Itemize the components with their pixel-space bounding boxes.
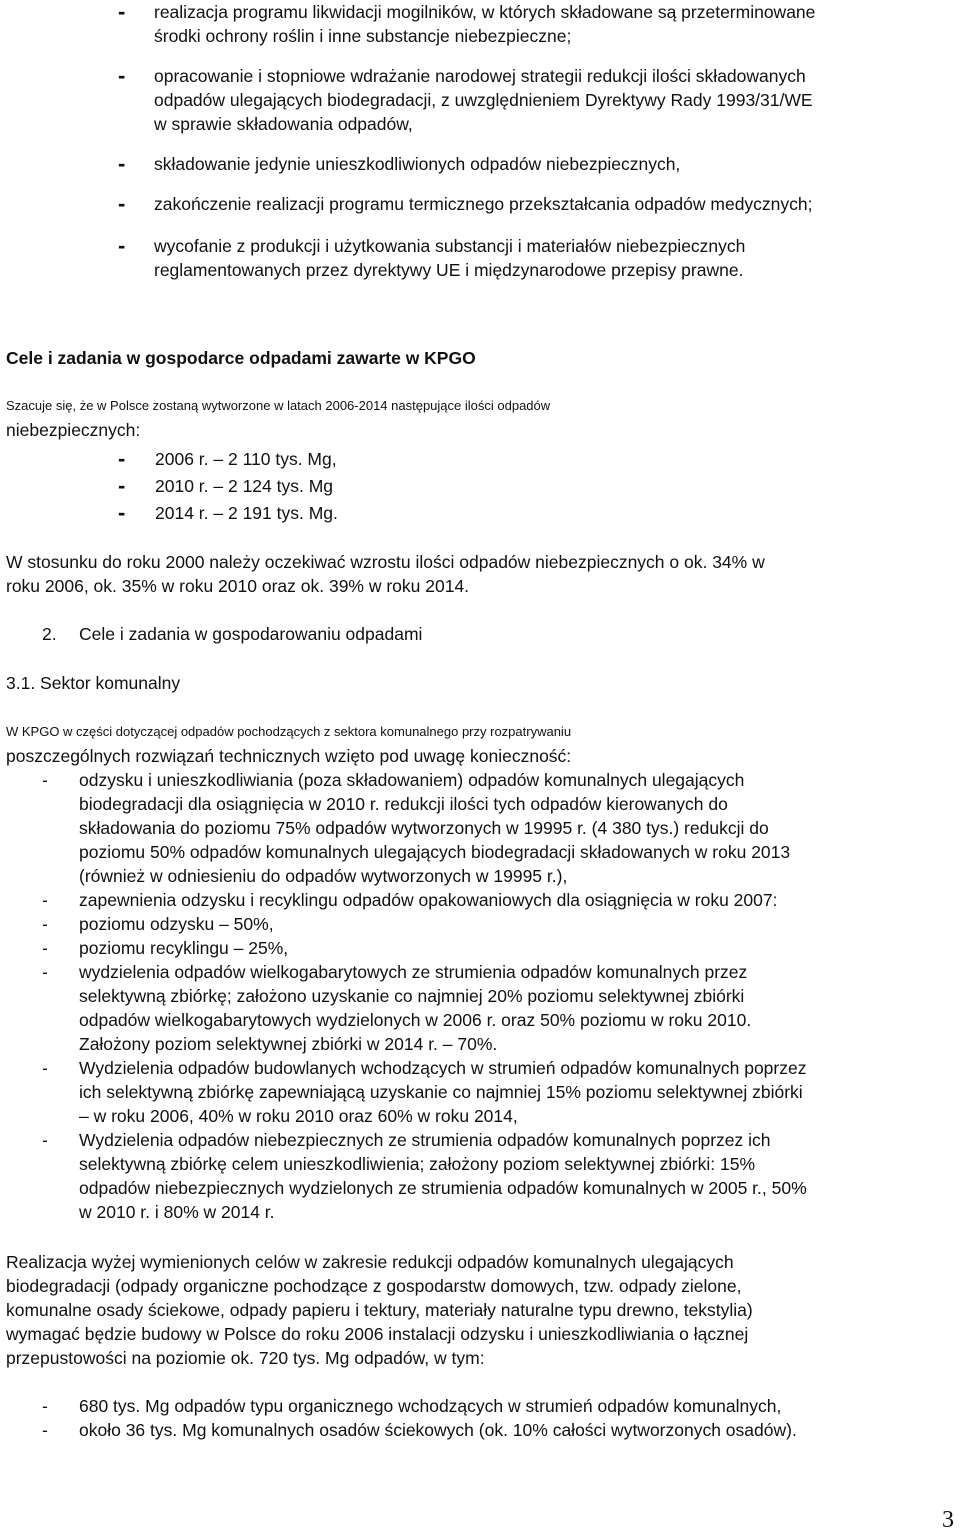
- estimate-item: 2006 r. – 2 110 tys. Mg,: [155, 449, 337, 469]
- list-item-line: selektywną zbiórkę celem unieszkodliwienia; założony poziom selektywnej zbiórki: 15%: [79, 1154, 756, 1174]
- list-item-line: realizacja programu likwidacji mogilników, w których składowane są przeterminowane: [154, 2, 816, 22]
- justified-text: wycofanie z produkcji i użytkowania substancji i materiałów niebezpiecznych: [154, 236, 746, 256]
- estimate-item: 2014 r. – 2 191 tys. Mg.: [155, 503, 338, 523]
- list-dash: -: [42, 1396, 48, 1416]
- list-item-line: [154, 234, 955, 258]
- list-item-line: Wydzielenia odpadów niebezpiecznych ze strumienia odpadów komunalnych poprzez ich: [79, 1130, 771, 1150]
- list-item-line: składowanie jedynie unieszkodliwionych odpadów niebezpiecznych,: [154, 154, 681, 174]
- list-dash: -: [118, 446, 126, 471]
- list-item-line: Wydzielenia odpadów budowlanych wchodzących w strumień odpadów komunalnych poprzez: [79, 1058, 807, 1078]
- list-item-line: biodegradacji dla osiągnięcia w 2010 r. redukcji ilości tych odpadów kierowanych do: [79, 794, 728, 814]
- subheading-text: Cele i zadania w gospodarowaniu odpadami: [79, 624, 423, 644]
- subheading-number: 2.: [42, 624, 57, 644]
- estimate-intro-line-2: niebezpiecznych:: [6, 420, 141, 440]
- list-dash: -: [42, 770, 48, 790]
- list-dash: -: [118, 233, 126, 258]
- list-item-line: (również w odniesieniu do odpadów wytworzonych w 19995 r.),: [79, 866, 568, 886]
- list-dash: -: [42, 962, 48, 982]
- list-item-line: reglamentowanych przez dyrektywy UE i międzynarodowe przepisy prawne.: [154, 260, 744, 280]
- list-item-line: odpadów niebezpiecznych wydzielonych ze strumienia odpadów komunalnych w 2005 r., 50%: [79, 1178, 807, 1198]
- estimate-item: 2010 r. – 2 124 tys. Mg: [155, 476, 334, 496]
- list-dash: -: [118, 0, 126, 24]
- list-item-line: poziomu 50% odpadów komunalnych ulegających biodegradacji składowanych w roku 2013: [79, 842, 791, 862]
- final-list-item: 680 tys. Mg odpadów typu organicznego wchodzących w strumień odpadów komunalnych,: [79, 1396, 782, 1416]
- list-item-line: – w roku 2006, 40% w roku 2010 oraz 60% w roku 2014,: [79, 1106, 518, 1126]
- list-item-line: odpadów wielkogabarytowych wydzielonych w 2006 r. oraz 50% poziomu w roku 2010.: [79, 1010, 752, 1030]
- list-item-line: składowania do poziomu 75% odpadów wytworzonych w 19995 r. (4 380 tys.) redukcji do: [79, 818, 769, 838]
- list-dash: -: [42, 890, 48, 910]
- list-item-line: poziomu recyklingu – 25%,: [79, 938, 289, 958]
- section-heading: Cele i zadania w gospodarce odpadami zawarte w KPGO: [6, 348, 476, 368]
- realization-line: komunalne osady ściekowe, odpady papieru i tektury, materiały naturalne typu drewno, tekstylia): [6, 1300, 753, 1320]
- justified-text: W KPGO w części dotyczącej odpadów pochodzących z sektora komunalnego przy rozpatrywaniu: [6, 724, 572, 739]
- list-dash: -: [118, 191, 126, 216]
- list-dash: -: [42, 914, 48, 934]
- list-dash: -: [42, 1058, 48, 1078]
- realization-line: Realizacja wyżej wymienionych celów w zakresie redukcji odpadów komunalnych ulegających: [6, 1252, 734, 1272]
- growth-text-line-1: W stosunku do roku 2000 należy oczekiwać wzrostu ilości odpadów niebezpiecznych o ok. 34% w: [6, 552, 765, 572]
- list-dash: -: [118, 151, 126, 176]
- list-item-line: zakończenie realizacji programu termicznego przekształcania odpadów medycznych;: [154, 194, 813, 214]
- realization-line: wymagać będzie budowy w Polsce do roku 2006 instalacji odzysku i unieszkodliwiania o łącznej: [6, 1324, 749, 1344]
- list-item-line: środki ochrony roślin i inne substancje niebezpieczne;: [154, 26, 572, 46]
- list-dash: -: [118, 63, 126, 88]
- list-dash: -: [42, 1420, 48, 1440]
- list-item-line: ich selektywną zbiórkę zapewniającą uzyskanie co najmniej 15% poziomu selektywnej zbiórki: [79, 1082, 803, 1102]
- growth-text-line-2: roku 2006, ok. 35% w roku 2010 oraz ok. 39% w roku 2014.: [6, 576, 470, 596]
- list-item-line: w 2010 r. i 80% w 2014 r.: [79, 1202, 275, 1222]
- list-dash: -: [118, 500, 126, 525]
- estimate-intro-line-1: Szacuje się, że w Polsce zostaną wytworzone w latach 2006-2014 następujące ilości odpadów: [6, 398, 551, 413]
- list-item-line: wydzielenia odpadów wielkogabarytowych ze strumienia odpadów komunalnych przez: [79, 962, 748, 982]
- subsection-heading: 3.1. Sektor komunalny: [6, 673, 181, 693]
- list-item-line: opracowanie i stopniowe wdrażanie narodowej strategii redukcji ilości składowanych: [154, 66, 806, 86]
- realization-line: biodegradacji (odpady organiczne pochodzące z gospodarstw domowych, tzw. odpady zielone,: [6, 1276, 742, 1296]
- final-list-item: około 36 tys. Mg komunalnych osadów ściekowych (ok. 10% całości wytworzonych osadów).: [79, 1420, 797, 1440]
- list-item-line: odzysku i unieszkodliwiania (poza składowaniem) odpadów komunalnych ulegających: [79, 770, 745, 790]
- realization-line: przepustowości na poziomie ok. 720 tys. Mg odpadów, w tym:: [6, 1348, 485, 1368]
- list-item-line: zapewnienia odzysku i recyklingu odpadów opakowaniowych dla osiągnięcia w roku 2007:: [79, 890, 778, 910]
- list-item-line: poziomu odzysku – 50%,: [79, 914, 274, 934]
- list-dash: -: [42, 938, 48, 958]
- list-item-line: odpadów ulegających biodegradacji, z uwzględnieniem Dyrektywy Rady 1993/31/WE: [154, 90, 813, 110]
- list-item-line: w sprawie składowania odpadów,: [154, 114, 413, 134]
- list-item-line: selektywną zbiórkę; założono uzyskanie co najmniej 20% poziomu selektywnej zbiórki: [79, 986, 745, 1006]
- list-item-line: Założony poziom selektywnej zbiórki w 2014 r. – 70%.: [79, 1034, 498, 1054]
- list-dash: -: [42, 1130, 48, 1150]
- page-number: 3: [942, 1507, 954, 1533]
- kpgo-intro-line-1: [6, 720, 956, 744]
- list-dash: -: [118, 473, 126, 498]
- kpgo-intro-line-2: poszczególnych rozwiązań technicznych wzięto pod uwagę konieczność:: [6, 746, 572, 766]
